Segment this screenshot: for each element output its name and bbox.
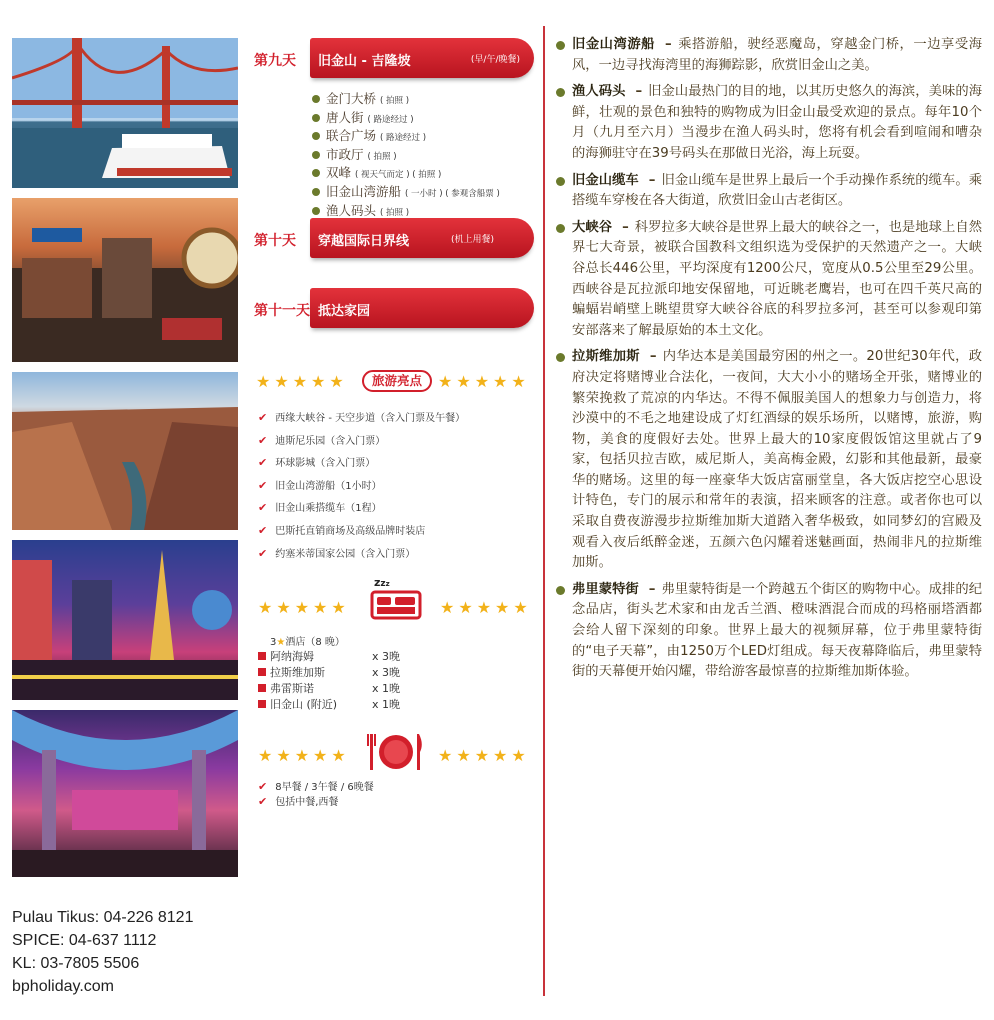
bullet-icon	[556, 177, 565, 186]
bullet-icon	[312, 188, 320, 196]
day-10-meal: (机上用餐)	[450, 235, 494, 245]
list-item: ✔ 环球影城（含入门票）	[258, 456, 376, 470]
bullet-icon	[312, 169, 320, 177]
list-item: ✔ 旧金山湾游船（1小时）	[258, 478, 382, 492]
check-icon: ✔	[258, 780, 268, 793]
stars-row-left: ★★★★★	[258, 598, 350, 617]
list-item: ✔ 西缘大峡谷 - 天空步道（含入门票及午餐）	[258, 411, 466, 424]
meals-line: ✔ 8早餐 / 3午餐 / 6晚餐	[258, 780, 374, 793]
star-icon: ★	[276, 637, 286, 648]
highlights-list	[258, 407, 465, 565]
meals-line: ✔ 包括中餐,西餐	[258, 795, 339, 808]
bullet-icon	[556, 586, 565, 595]
bullet-icon	[312, 95, 320, 103]
hotel-row: 拉斯维加斯 x 3晚	[258, 665, 448, 681]
list-item: ✔ 旧金山乘搭缆车（1程）	[258, 501, 382, 515]
stars-row-right: ★★★★★	[438, 372, 530, 391]
day-10-bar	[310, 218, 534, 258]
description-entry: 大峡谷 – 科罗拉多大峡谷是世界上最大的峡谷之一，也是地球上自然界七大奇景，被联合国教科文组织选为受保护的天然遗产之一。大峡谷总长446公里，平均深度有1200公尺，宽度从0.5公里至29公里。西峡谷是瓦拉派印地安保留地，可近眺老鹰岩，也可在四千英尺高的蝙蝠岩峭壁上眺望贯穿大峡谷谷底的科罗拉多河，甚至可以参观印第安部落来了解最原始的本土文化。	[556, 218, 982, 342]
contact-pulau-tikus: Pulau Tikus: 04-226 8121	[12, 909, 194, 926]
contact-spice: SPICE: 04-637 1112	[12, 932, 157, 949]
stars-row-right: ★★★★★	[438, 746, 530, 765]
plate-fork-knife-icon	[366, 730, 426, 774]
hotel-list	[258, 649, 448, 713]
day-9-meal: (早/午/晚餐)	[470, 55, 520, 65]
fremont-street-photo	[12, 710, 238, 877]
bullet-icon	[556, 353, 565, 362]
bullet-icon	[312, 207, 320, 215]
stars-row-left: ★★★★★	[256, 372, 348, 391]
day-10-label: 第十天	[254, 233, 296, 249]
bullet-icon	[556, 41, 565, 50]
description-entry: 旧金山湾游船 – 乘搭游船，驶经恶魔岛，穿越金门桥，一边享受海风，一边寻找海湾里的海狮踪影，欣赏旧金山之美。	[556, 35, 982, 76]
check-icon: ✔	[258, 523, 268, 537]
bullet-icon	[258, 700, 266, 708]
list-item: ✔ 巴斯托直销商场及高级品牌时装店	[258, 523, 426, 537]
day-11-banner	[252, 288, 534, 332]
description-entry: 渔人码头 – 旧金山最热门的目的地，以其历史悠久的海滨，美味的海鲜，壮观的景色和独特的购物成为旧金山最受欢迎的景点。每年10个月（九月至六月）当漫步在渔人码头时，您将有机会看到喧闹和嘈杂的海狮驻守在39号码头在那做日光浴，海上玩耍。	[556, 82, 982, 164]
day-10-title: 穿越国际日界线	[318, 234, 410, 249]
day-9-banner	[252, 38, 534, 82]
list-item: 市政厅 ( 拍照 )	[312, 147, 500, 166]
day-9-label: 第九天	[254, 53, 296, 69]
day-10-banner	[252, 218, 534, 262]
bullet-icon	[556, 88, 565, 97]
column-divider	[543, 26, 545, 996]
meals-info	[258, 780, 374, 810]
description-entry: 弗里蒙特街 – 弗里蒙特街是一个跨越五个街区的购物中心。成排的纪念品店，街头艺术家和由龙舌兰酒、橙味酒混合而成的玛格丽塔酒都会给人留下深刻的印象。世界上最大的视频屏幕，位于弗里蒙特街的“电子天幕”，由1250万个LED灯组成。每天夜幕降临后，弗里蒙特街的天幕便开始闪耀，带给游客最惊喜的拉斯维加斯体验。	[556, 580, 982, 683]
contact-kl: KL: 03-7805 5506	[12, 955, 140, 972]
stars-row-right: ★★★★★	[440, 598, 532, 617]
bullet-icon	[556, 224, 565, 233]
check-icon: ✔	[258, 478, 268, 492]
hotel-row: 弗雷斯诺 x 1晚	[258, 681, 448, 697]
grand-canyon-photo	[12, 372, 238, 530]
stars-row-left: ★★★★★	[258, 746, 350, 765]
bullet-icon	[258, 684, 266, 692]
list-item: 渔人码头 ( 拍照 )	[312, 203, 500, 222]
contact-block	[12, 906, 193, 998]
list-item: 金门大桥 ( 拍照 )	[312, 91, 500, 110]
highlights-badge: 旅游亮点	[362, 370, 432, 392]
hotel-row: 旧金山 (附近) x 1晚	[258, 697, 448, 713]
hotel-title: 3★酒店（8 晚）	[270, 637, 345, 648]
day-11-bar	[310, 288, 534, 328]
check-icon: ✔	[258, 546, 268, 560]
description-entry: 拉斯维加斯 – 内华达本是美国最穷困的州之一。20世纪30年代，政府决定将赌博业合法化，一夜间，大大小小的赌场全开张，赌博业的繁荣挽救了荒凉的内华达。不得不佩服美国人的想象力与创造力，将沙漠中的不毛之地建设成了灯红酒绿的娱乐场所，以赌博，旅游，购物，美食的度假好去处。世界上最大的10家度假饭馆这里就占了9家，包括贝拉吉欧，威尼斯人，美高梅金殿，幻影和其他最新，最豪华的赌场。这里的每一座豪华大饭店富丽堂皇，各大饭店挖空心思设计特色，专门的展示和常年的表演，招来顾客的注意。或者你也可以采取自费夜游漫步拉斯维加斯大道踏入奢华极致，如同梦幻的宫殿及观看入夜后纸醉金迷，五颜六色闪耀着迷魅画面，热闹非凡的拉斯维加斯。	[556, 347, 982, 574]
hotel-row: 阿纳海姆 x 3晚	[258, 649, 448, 665]
list-item: ✔ 约塞米蒂国家公园（含入门票）	[258, 546, 416, 560]
description-entry: 旧金山缆车 – 旧金山缆车是世界上最后一个手动操作系统的缆车。乘搭缆车穿梭在各大街道，欣赏旧金山古老街区。	[556, 171, 982, 212]
bullet-icon	[258, 652, 266, 660]
list-item: 双峰 ( 视天气而定 ) ( 拍照 )	[312, 165, 500, 184]
check-icon: ✔	[258, 795, 268, 808]
list-item: 旧金山湾游船 ( 一小时 ) ( 参观含船票 )	[312, 184, 500, 203]
day-9-bar	[310, 38, 534, 78]
bullet-icon	[312, 151, 320, 159]
bullet-icon	[312, 114, 320, 122]
list-item: 联合广场 ( 路途经过 )	[312, 128, 500, 147]
fishermans-wharf-photo	[12, 198, 238, 362]
check-icon: ✔	[258, 501, 268, 515]
contact-website[interactable]: bpholiday.com	[12, 978, 114, 995]
attraction-descriptions	[556, 35, 982, 689]
bullet-icon	[312, 132, 320, 140]
las-vegas-strip-photo	[12, 540, 238, 700]
list-item: 唐人街 ( 路途经过 )	[312, 110, 500, 129]
bed-icon	[368, 574, 424, 622]
check-icon: ✔	[258, 411, 268, 424]
day-9-title: 旧金山 - 吉隆坡	[318, 54, 411, 69]
day-11-title: 抵达家园	[318, 304, 371, 319]
check-icon: ✔	[258, 456, 268, 470]
golden-gate-ferry-photo	[12, 38, 238, 188]
list-item: ✔ 迪斯尼乐园（含入门票）	[258, 433, 386, 447]
bullet-icon	[258, 668, 266, 676]
sleep-zzz-icon: zzz	[374, 576, 390, 589]
day-11-label: 第十一天	[254, 303, 310, 319]
check-icon: ✔	[258, 433, 268, 447]
